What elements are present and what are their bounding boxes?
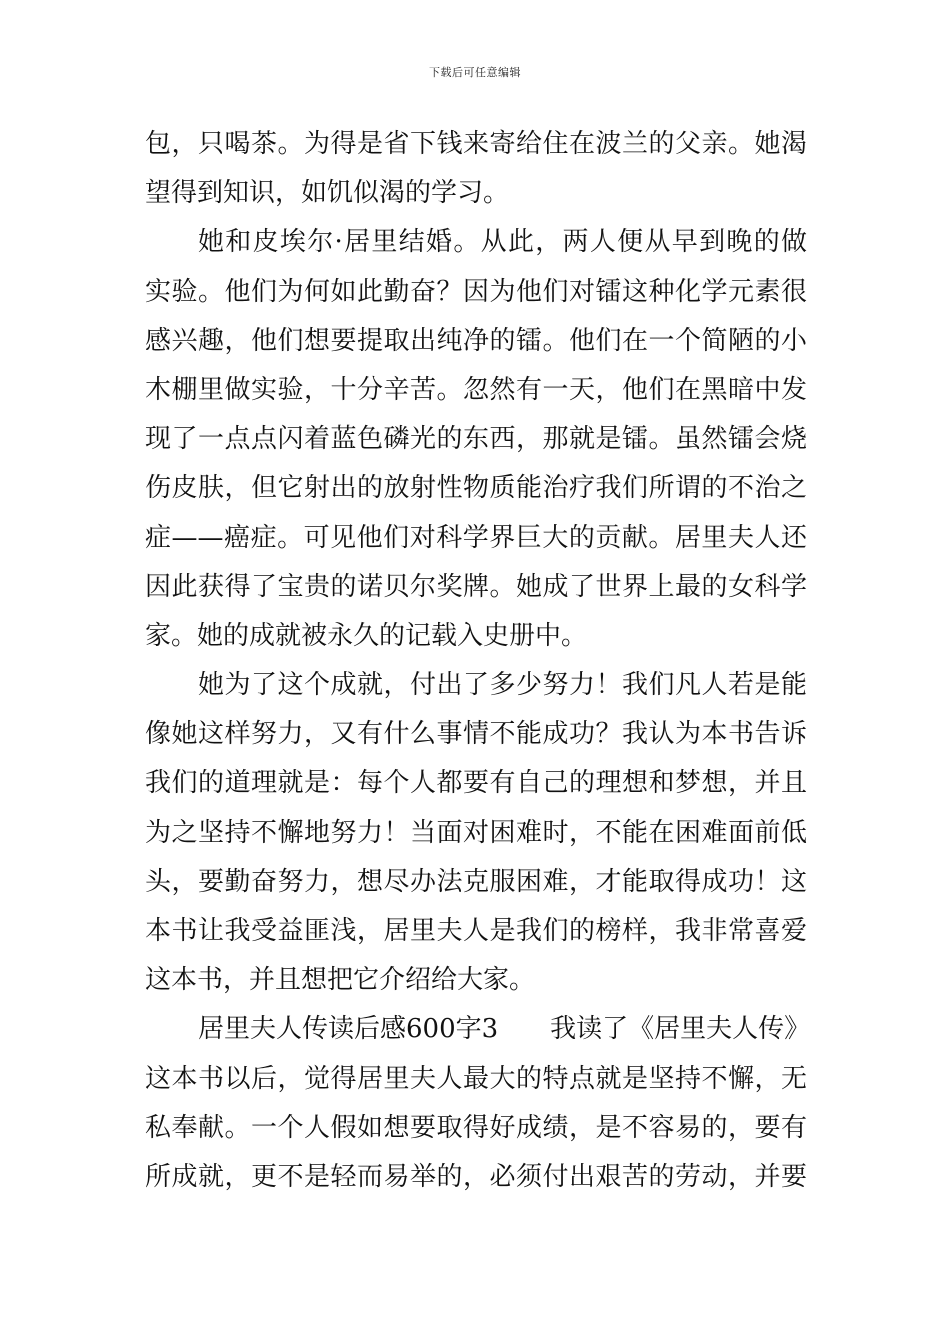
text-line: 因此获得了宝贵的诺贝尔奖牌。她成了世界上最的女科学 [145,571,807,602]
text-line: 症——癌症。可见他们对科学界巨大的贡献。居里夫人还 [145,522,807,553]
text-line: 家。她的成就被永久的记载入史册中。 [145,620,588,651]
text-line: 她和皮埃尔·居里结婚。从此，两人便从早到晚的做 [198,227,807,258]
text-line: 本书让我受益匪浅，居里夫人是我们的榜样，我非常喜爱 [145,916,807,946]
text-line: 实验。他们为何如此勤奋？因为他们对镭这种化学元素很 [145,276,807,307]
text-line: 包，只喝茶。为得是省下钱来寄给住在波兰的父亲。她渴 [145,129,807,159]
text-line: 为之坚持不懈地努力！当面对困难时，不能在困难面前低 [145,817,807,848]
text-line: 我们的道理就是：每个人都要有自己的理想和梦想，并且 [145,768,807,799]
text-line: 这本书，并且想把它介绍给大家。 [145,965,536,996]
text-line: 伤皮肤，但它射出的放射性物质能治疗我们所谓的不治之 [145,473,807,504]
text-line: 居里夫人传读后感600字3 我读了《居里夫人传》 [198,1014,811,1045]
text-line: 头，要勤奋努力，想尽办法克服困难，才能取得成功！这 [145,866,807,897]
text-line: 私奉献。一个人假如想要取得好成绩，是不容易的，要有 [145,1112,807,1143]
text-line: 望得到知识，如饥似渴的学习。 [145,178,510,209]
text-line: 感兴趣，他们想要提取出纯净的镭。他们在一个简陋的小 [145,325,807,356]
page-header: 下载后可任意编辑 [429,66,521,79]
text-line: 她为了这个成就，付出了多少努力！我们凡人若是能 [198,670,807,701]
text-line: 现了一点点闪着蓝色磷光的东西，那就是镭。虽然镭会烧 [145,424,807,455]
text-line: 这本书以后，觉得居里夫人最大的特点就是坚持不懈，无 [145,1063,807,1094]
text-line: 所成就，更不是轻而易举的，必须付出艰苦的劳动，并要 [145,1161,807,1192]
text-line: 木棚里做实验，十分辛苦。忽然有一天，他们在黑暗中发 [145,374,807,405]
text-line: 像她这样努力，又有什么事情不能成功？我认为本书告诉 [145,719,807,750]
body-text [145,120,811,1202]
